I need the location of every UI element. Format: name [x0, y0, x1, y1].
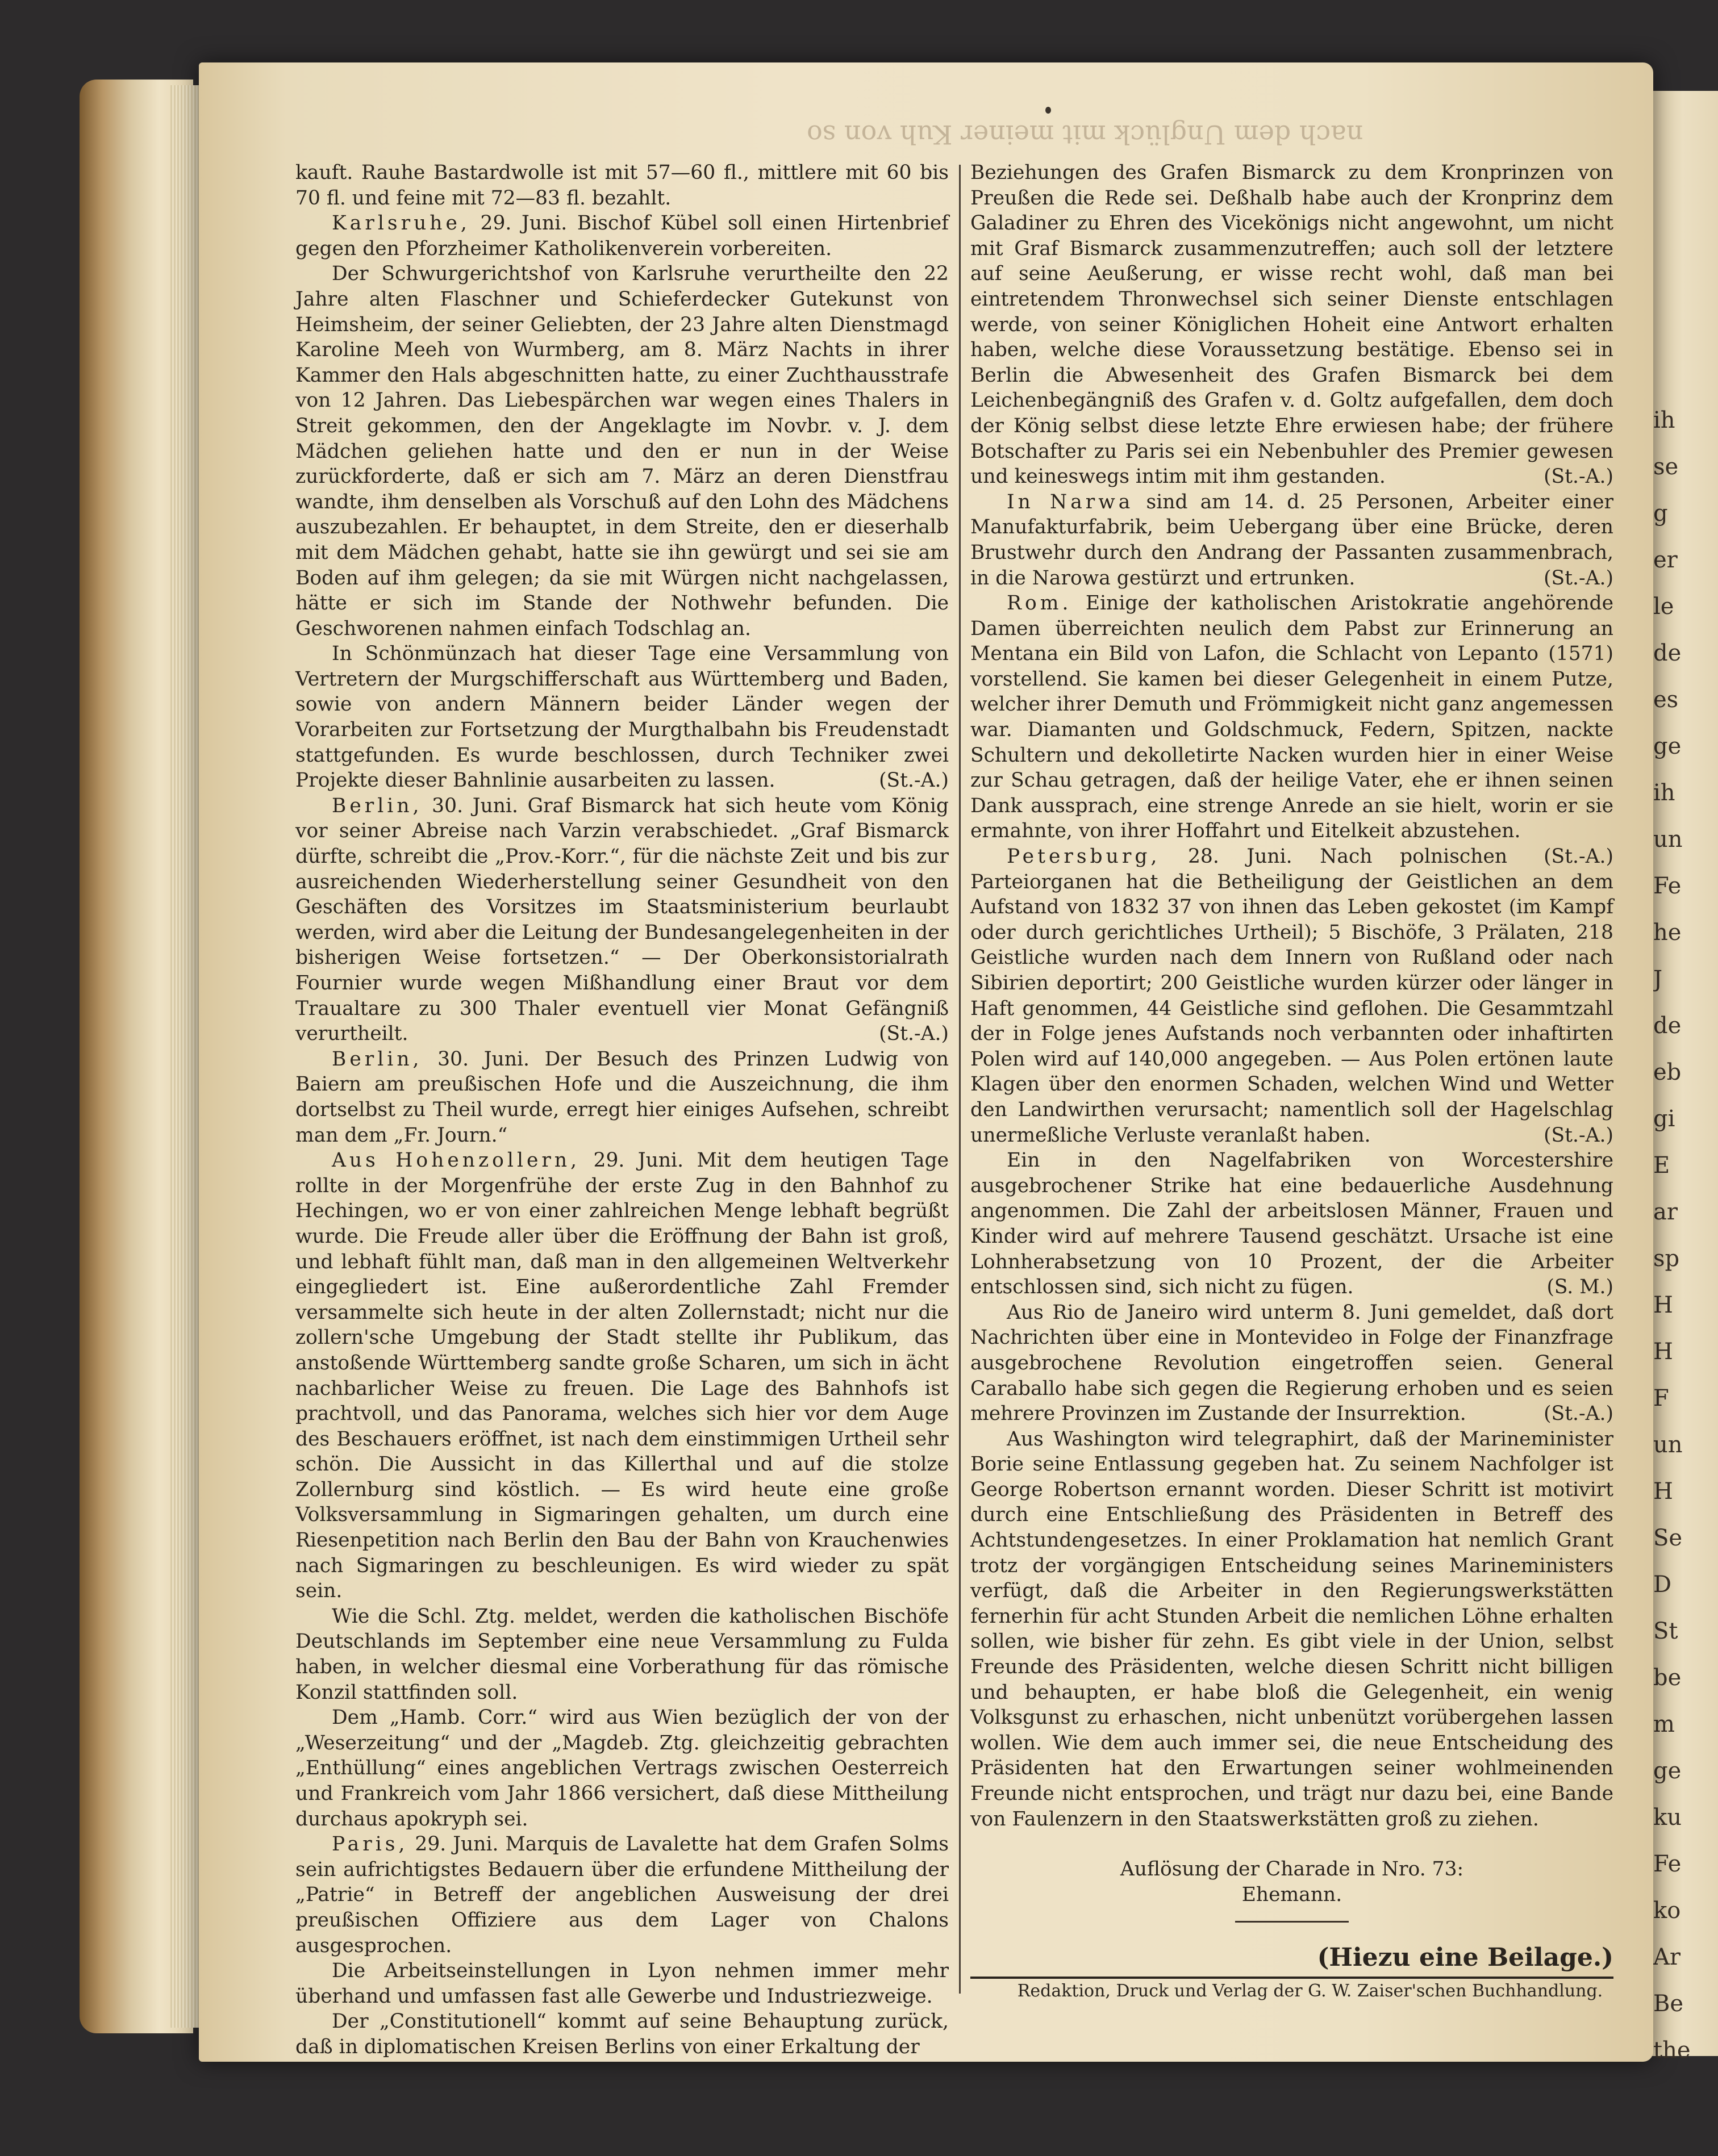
article-paragraph [295, 1047, 949, 1148]
next-page-fragment: ge [1653, 733, 1682, 759]
article-paragraph [295, 160, 949, 211]
next-page-fragment: un [1653, 1432, 1683, 1458]
next-page-fragment: the [1653, 2037, 1691, 2063]
article-source: (St.-A.) [1544, 845, 1613, 868]
article-source: (St.-A.) [879, 1022, 949, 1046]
next-page-fragment: H [1653, 1478, 1673, 1505]
article-text: 29. Juni. Marquis de Lavalette hat dem Grafen Solms sein aufrichtigstes Bedauern über die erfundene Mittheilung der „Patrie“ in Betreff der angeblichen Ausweisung der drei preußischen Offiziere aus dem Lager von Chalons ausgesprochen. [295, 1833, 949, 1957]
next-page-fragment: E [1653, 1152, 1670, 1179]
next-page-fragment: g [1653, 500, 1668, 527]
article-source: (St.-A.) [879, 769, 949, 792]
charade-solution-title: Auflösung der Charade in Nro. 73: [1120, 1858, 1464, 1881]
next-page-fragment: de [1653, 1013, 1682, 1039]
next-page-fragment: sp [1653, 1246, 1680, 1272]
article-source: (S. M.) [1546, 1276, 1613, 1299]
next-page-fragment: J [1653, 966, 1663, 992]
article-text: Beziehungen des Grafen Bismarck zu dem Kronprinzen von Preußen die Rede sei. Deßhalb habe auch der Kronprinz dem Galadiner zu Ehren des Vicekönigs nicht angewohnt, um nicht mit Graf Bismarck zusammenzutreffen; auch soll der letztere auf seine Aeußerung, er wisse recht wohl, daß man bei eintretendem Thronwechsel sich seiner Dienste entschlagen werde, von seiner Königlichen Hoheit eine Antwort erhalten haben, welche diese Voraussetzung bestätige. Ebenso sei in Berlin die Abwesenheit des Grafen Bismarck bei dem Leichenbegängniß des Grafen v. d. Goltz aufgefallen, dem doch der König selbst diese letzte Ehre erwiesen habe; der frühere Botschafter zu Paris sei ein Nebenbuhler des Premier gewesen und keineswegs intim mit ihm gestanden. [970, 161, 1613, 488]
next-page-fragment: ge [1653, 1758, 1682, 1784]
next-page-fragment: F [1653, 1385, 1669, 1411]
article-text: Aus Rio de Janeiro wird unterm 8. Juni gemeldet, daß dort Nachrichten über eine in Montevideo in Folge der Finanzfrage ausgebrochene Revolution eingetroffen seien. General Caraballo habe sich gegen die Regierung erhoben und es seien mehrere Provinzen im Zustande der Insurrektion. [970, 1301, 1613, 1426]
article-source: (St.-A.) [1544, 465, 1613, 488]
charade-solution-answer: Ehemann. [1241, 1883, 1342, 1906]
next-page-fragment: m [1653, 1711, 1675, 1737]
next-page-fragment: eb [1653, 1059, 1682, 1085]
next-page-fragment: Be [1653, 1991, 1684, 2017]
column-rule [959, 165, 961, 1994]
article-paragraph [970, 844, 1613, 1148]
next-page-fragment: ku [1653, 1804, 1682, 1831]
article-dateline: Berlin, [332, 794, 423, 817]
article-paragraph [970, 160, 1613, 490]
next-page-fragment: ih [1653, 407, 1675, 433]
next-page-fragment: Fe [1653, 873, 1682, 899]
article-text: Der „Constitutionell“ kommt auf seine Behauptung zurück, daß in diplomatischen Kreisen Berlins von einer Erkaltung der [295, 2010, 949, 2058]
article-paragraph [295, 2009, 949, 2059]
article-dateline: Karlsruhe, [332, 212, 470, 235]
article-dateline: Paris, [332, 1833, 408, 1856]
left-column [295, 160, 949, 2060]
article-dateline: Aus Hohenzollern, [332, 1149, 581, 1172]
supplement-note: (Hiezu eine Beilage.) [1317, 1943, 1613, 1973]
separator [1235, 1921, 1349, 1923]
next-page-fragment: St [1653, 1618, 1678, 1644]
article-paragraph [970, 1427, 1613, 1832]
next-page-fragment: er [1653, 547, 1678, 573]
article-paragraph [295, 793, 949, 1047]
article-paragraph [295, 261, 949, 641]
next-page-fragment: ar [1653, 1199, 1678, 1225]
article-text: Die Arbeitseinstellungen in Lyon nehmen immer mehr überhand und umfassen fast alle Gewerbe und Industriezweige. [295, 1959, 949, 2008]
next-page-fragment: Se [1653, 1525, 1683, 1551]
next-page-fragment: D [1653, 1572, 1672, 1598]
article-text: 29. Juni. Bischof Kübel soll einen Hirtenbrief gegen den Pforzheimer Katholikenverein vorbereiten. [295, 212, 949, 260]
next-page-fragment: de [1653, 640, 1682, 666]
article-text: Ein in den Nagelfabriken von Worcestershire ausgebrochener Strike hat eine bedauerliche Ausdehnung angenommen. Die Zahl der arbeitslosen Männer, Frauen und Kinder wird auf mehrere Tausend geschätzt. Ursache ist eine Lohnherabsetzung von 10 Prozent, der die Arbeiter entschlossen sind, sich nicht zu fügen. [970, 1149, 1613, 1299]
article-paragraph [970, 1148, 1613, 1300]
article-text: kauft. Rauhe Bastardwolle ist mit 57—60 fl., mittlere mit 60 bis 70 fl. und feine mit 72—83 fl. bezahlt. [295, 161, 949, 210]
article-text: Der Schwurgerichtshof von Karlsruhe verurtheilte den 22 Jahre alten Flaschner und Schieferdecker Gutekunst von Heimsheim, der seiner Geliebten, der 23 Jahre alten Dienstmagd Karoline Meeh von Wurmberg, am 8. März Nachts in ihrer Kammer den Hals abgeschnitten hatte, zu einer Zuchthausstrafe von 12 Jahren. Das Liebespärchen war wegen eines Thalers in Streit gekommen, den der Angeklagte im Novbr. v. J. dem Mädchen geliehen hatte und den er nun in der Weise zurückforderte, daß er sich am 7. März an deren Dienstfrau wandte, ihm denselben als Vorschuß auf den Lohn des Mädchens auszubezahlen. Er behauptet, in dem Streite, den er dieserhalb mit dem Mädchen gehabt, hatte sie ihn gewürgt und sei sie am Boden auf ihm gelegen; da sie mit Würgen nicht nachgelassen, hätte er sich im Stande der Nothwehr befunden. Die Geschworenen nahmen einfach Todschlag an. [295, 262, 949, 640]
next-page-fragment: be [1653, 1665, 1682, 1691]
article-text: Aus Washington wird telegraphirt, daß der Marineminister Borie seine Entlassung gegeben hat. Zu seinem Nachfolger ist George Robertson ernannt worden. Dieser Schritt ist motivirt durch eine Entschließung des Präsidenten in Betreff des Achtstundengesetzes. In einer Proklamation hat nemlich Grant trotz der vorgängigen Entscheidung seines Marineministers verfügt, daß die Arbeiter in den Regierungswerkstätten fernerhin für acht Stunden Arbeit die nemlichen Löhne erhalten sollen, wie bisher für zehn. Es gibt viele in der Union, selbst Freunde des Präsidenten, welche diesen Schritt nicht billigen und behaupten, er habe bloß die Gelegenheit, ein wenig Volksgunst zu erhaschen, nicht unbenützt vorübergehen lassen wollen. Wie dem auch immer sei, die neue Entscheidung des Präsidenten hat den Erwartungen seiner wohlmeinenden Freunde nicht entsprochen, und trägt nur dazu bei, eine Bande von Faulenzern in den Staatswerkstätten groß zu ziehen. [970, 1427, 1613, 1831]
next-page-fragment: gi [1653, 1106, 1675, 1132]
article-dateline: In Narwa [1007, 490, 1134, 513]
article-text: In Schönmünzach hat dieser Tage eine Versammlung von Vertretern der Murgschifferschaft aus Württemberg und Baden, sowie von andern Männern beider Länder wegen der Vorarbeiten zur Fortsetzung der Murgthalbahn bis Freudenstadt stattgefunden. Es wurde beschlossen, durch Techniker zwei Projekte dieser Bahnlinie ausarbeiten zu lassen. [295, 642, 949, 792]
article-dateline: Berlin, [332, 1047, 423, 1071]
next-page-fragment: es [1653, 687, 1679, 713]
next-page-fragment: H [1653, 1292, 1673, 1318]
next-page-fragment: le [1653, 594, 1674, 620]
article-text: Wie die Schl. Ztg. meldet, werden die katholischen Bischöfe Deutschlands im September eine neue Versammlung zu Fulda haben, in welcher diesmal eine Vorberathung für das römische Konzil stattfinden soll. [295, 1605, 949, 1704]
next-page-fragment: Fe [1653, 1851, 1682, 1877]
next-page-fragment: Ar [1653, 1944, 1681, 1970]
article-paragraph [295, 641, 949, 793]
article-text: sind am 14. d. 25 Personen, Arbeiter einer Manufakturfabrik, beim Uebergang über eine Brücke, deren Brustwehr durch den Andrang der Passanten zusammenbrach, in die Narowa gestürzt und ertrunken. [970, 490, 1613, 590]
article-text: Dem „Hamb. Corr.“ wird aus Wien bezüglich der von der „Weserzeitung“ und der „Magdeb. Ztg. gleichzeitig gebrachten „Enthüllung“ eines angeblichen Vertrags zwischen Oesterreich und Frankreich vom Jahr 1866 versichert, daß diese Mittheilung durchaus apokryph sei. [295, 1706, 949, 1831]
article-paragraph [295, 1832, 949, 1958]
article-paragraph [295, 1604, 949, 1705]
right-column [970, 160, 1613, 2004]
next-page-fragment: H [1653, 1339, 1673, 1365]
article-source: (St.-A.) [1544, 1402, 1613, 1426]
next-page-fragment: he [1653, 920, 1682, 946]
article-source: (St.-A.) [1544, 566, 1613, 590]
article-text: 28. Juni. Nach polnischen Parteiorganen hat die Betheiligung der Geistlichen an dem Aufstand von 1832 37 von ihnen das Leben gekostet (im Kampf oder durch gerichtliches Urtheil); 5 Bischöfe, 3 Prälaten, 218 Geistliche wurden nach dem Innern von Rußland oder nach Sibirien deportirt; 200 Geistliche wurden kürzer oder länger in Haft genommen, 44 Geistliche sind geflohen. Die Gesammtzahl der in Folge jenes Aufstands noch verbannten oder inhaftirten Polen wird auf 140,000 angegeben. — Aus Polen ertönen laute Klagen über den enormen Schaden, welchen Wind und Wetter den Landwirthen verursacht; namentlich soll der Hagelschlag unermeßliche Verluste veranlaßt haben. [970, 845, 1613, 1147]
ink-dot [1045, 107, 1051, 114]
ghost-header-bleed: nach dem Unglück mit meiner Kuh von so [807, 119, 1363, 150]
next-page-fragment: ih [1653, 780, 1675, 806]
article-text: Einige der katholischen Aristokratie angehörende Damen überreichten neulich dem Pabst zur Erinnerung an Mentana ein Bild von Lafon, die Schlacht von Lepanto (1571) vorstellend. Sie kamen bei dieser Gelegenheit in einem Putze, welcher ihrer Demuth und Frömmigkeit nicht ganz angemessen war. Diamanten und Goldschmuck, Federn, Spitzen, nackte Schultern und dekolletirte Nacken wurden hier in einer Weise zur Schau getragen, daß der heilige Vater, ehe er ihnen seinen Dank aussprach, eine strenge Anrede an sie hielt, worin er sie ermahnte, von ihrer Hoffahrt und Eitelkeit abzustehen. [970, 592, 1613, 843]
article-paragraph [970, 1300, 1613, 1427]
article-source: (St.-A.) [1544, 1123, 1613, 1147]
article-dateline: Petersburg, [1007, 845, 1161, 868]
article-paragraph [295, 1958, 949, 2009]
next-page-fragment: se [1653, 454, 1679, 480]
article-paragraph [970, 490, 1613, 591]
article-text: 30. Juni. Graf Bismarck hat sich heute vom König vor seiner Abreise nach Varzin verabschiedet. „Graf Bismarck dürfte, schreibt die „Prov.-Korr.“, für die nächste Zeit und bis zur ausreichenden Wiederherstellung seiner Gesundheit von den Geschäften des Vorsitzes im Staatsministerium beurlaubt werden, wird aber die Leitung der Bundesangelegenheiten in der bisherigen Weise fortsetzen.“ — Der Oberkonsistorialrath Fournier wurde wegen Mißhandlung einer Braut vor dem Traualtare zu 300 Thaler eventuell vier Monat Gefängniß verurtheilt. [295, 794, 949, 1046]
article-text: 29. Juni. Mit dem heutigen Tage rollte in der Morgenfrühe der erste Zug in den Bahnhof zu Hechingen, wo er von einer zahlreichen Menge lebhaft begrüßt wurde. Die Freude aller über die Eröffnung der Bahn ist groß, und lebhaft fühlt man, daß man in den allgemeinen Weltverkehr eingegliedert ist. Eine außerordentliche Zahl Fremder versammelte sich heute in der alten Zollernstadt; nicht nur die zollern'sche Umgebung der Stadt stellte ihr Publikum, das anstoßende Württemberg sandte große Scharen, um sich in ächt nachbarlicher Weise zu freuen. Die Lage des Bahnhofs ist prachtvoll, und das Panorama, welches sich hier vor dem Auge des Beschauers eröffnet, ist nach dem einstimmigen Urtheil sehr schön. Die Aussicht in das Killerthal und auf die stolze Zollernburg sind köstlich. — Es wird heute eine große Volksversammlung in Sigmaringen gehalten, um durch eine Riesenpetition nach Berlin den Bau der Bahn von Krauchenwies nach Sigmaringen zu beschleunigen. Es wird wieder zu spät sein. [295, 1149, 949, 1603]
article-dateline: Rom. [1007, 592, 1072, 615]
next-page-fragment: un [1653, 826, 1683, 853]
article-paragraph [295, 1705, 949, 1832]
article-text: 30. Juni. Der Besuch des Prinzen Ludwig von Baiern am preußischen Hofe und die Auszeichnung, die ihm dortselbst zu Theil wurde, erregt hier einiges Aufsehen, schreibt man dem „Fr. Journ.“ [295, 1047, 949, 1147]
next-page-fragment: ko [1653, 1898, 1681, 1924]
article-paragraph [295, 211, 949, 261]
imprint: Redaktion, Druck und Verlag der G. W. Zaiser'schen Buchhandlung. [1017, 1980, 1603, 2001]
article-paragraph [295, 1148, 949, 1604]
